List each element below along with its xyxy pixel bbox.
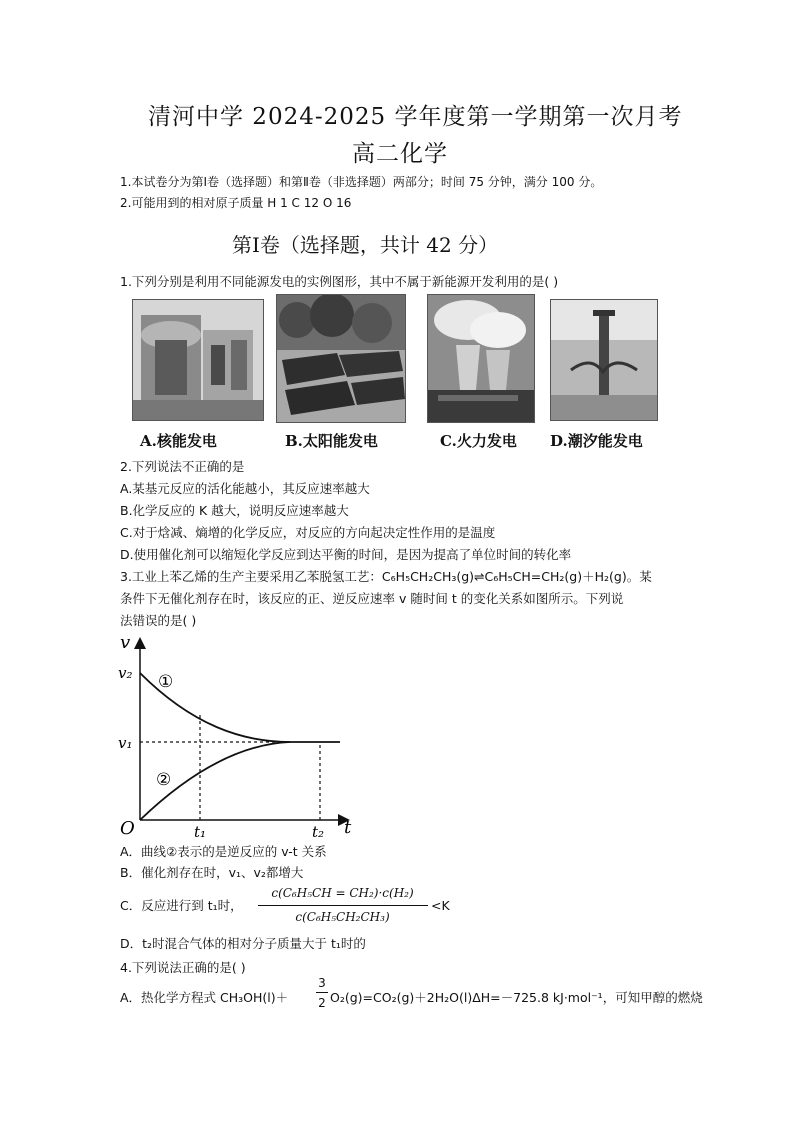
q3-stem-line1: 3.工业上苯乙烯的生产主要采用乙苯脱氢工艺：C₆H₅CH₂CH₃(g)⇌C₆H₅CH=CH₂(g)＋H₂(g)。某 [120,569,652,584]
v2-label: v₂ [118,664,133,682]
q1-option-c[interactable]: C.火力发电 [440,432,517,450]
instruction-1: 1.本试卷分为第Ⅰ卷（选择题）和第Ⅱ卷（非选择题）两部分；时间 75 分钟，满分 100 分。 [120,175,603,189]
solar-farm-image [276,294,406,423]
origin-label: O [120,818,135,839]
q3-stem-line3: 法错误的是( ) [120,613,197,628]
q1-stem: 1.下列分别是利用不同能源发电的实例图形，其中不属于新能源开发利用的是( ) [120,274,559,289]
q3-option-b[interactable]: B．催化剂存在时，v₁、v₂都增大 [120,865,304,880]
q1-option-a[interactable]: A.核能发电 [140,432,217,450]
q2-option-a[interactable]: A.某基元反应的活化能越小，其反应速率越大 [120,481,370,496]
q2-option-d[interactable]: D.使用催化剂可以缩短化学反应到达平衡的时间，是因为提高了单位时间的转化率 [120,547,572,562]
q4-stem: 4.下列说法正确的是( ) [120,960,246,975]
t1-label: t₁ [194,823,207,841]
thermal-plant-image [427,294,535,423]
q4-fraction-bar [316,992,328,993]
q3-option-c-suffix: <K [431,898,450,913]
q3-option-c-denominator: c(C₆H₅CH₂CH₃) [295,910,390,924]
x-axis-label: t [344,817,352,838]
rate-time-graph [112,630,362,845]
q3-option-c-numerator: c(C₆H₅CH = CH₂)·c(H₂) [271,886,414,900]
q4-option-a-prefix[interactable]: A．热化学方程式 CH₃OH(l)＋ [120,990,289,1005]
q2-option-c[interactable]: C.对于焓减、熵增的化学反应，对反应的方向起决定性作用的是温度 [120,525,496,540]
curve-1-label: ① [158,672,174,692]
q2-option-b[interactable]: B.化学反应的 K 越大，说明反应速率越大 [120,503,349,518]
q1-option-b[interactable]: B.太阳能发电 [285,432,378,450]
fraction-bar [258,905,428,906]
nuclear-plant-image [132,299,264,421]
q4-frac-denominator: 2 [318,996,326,1010]
q4-frac-numerator: 3 [318,976,326,990]
v1-label: v₁ [118,734,133,752]
q1-option-d[interactable]: D.潮汐能发电 [550,432,643,450]
q2-stem: 2.下列说法不正确的是 [120,459,245,474]
q3-option-d[interactable]: D．t₂时混合气体的相对分子质量大于 t₁时的 [120,936,366,951]
y-axis-label: v [120,632,131,653]
exam-title: 清河中学 2024-2025 学年度第一学期第一次月考 [148,104,683,130]
section-title: 第Ⅰ卷（选择题，共计 42 分） [232,233,499,257]
q3-option-c-prefix[interactable]: C．反应进行到 t₁时， [120,898,243,913]
q3-stem-line2: 条件下无催化剂存在时，该反应的正、逆反应速率 v 随时间 t 的变化关系如图所示。下列说 [120,591,624,606]
t2-label: t₂ [312,823,325,841]
curve-2-label: ② [156,770,172,790]
instruction-2: 2.可能用到的相对原子质量 H 1 C 12 O 16 [120,196,352,210]
subject-title: 高二化学 [352,141,448,167]
q4-option-a-suffix: O₂(g)=CO₂(g)＋2H₂O(l)ΔH=－725.8 kJ·mol⁻¹，可知甲醇的燃烧 [330,990,703,1005]
q3-option-a[interactable]: A．曲线②表示的是逆反应的 v-t 关系 [120,844,327,859]
tidal-plant-image [550,299,658,421]
